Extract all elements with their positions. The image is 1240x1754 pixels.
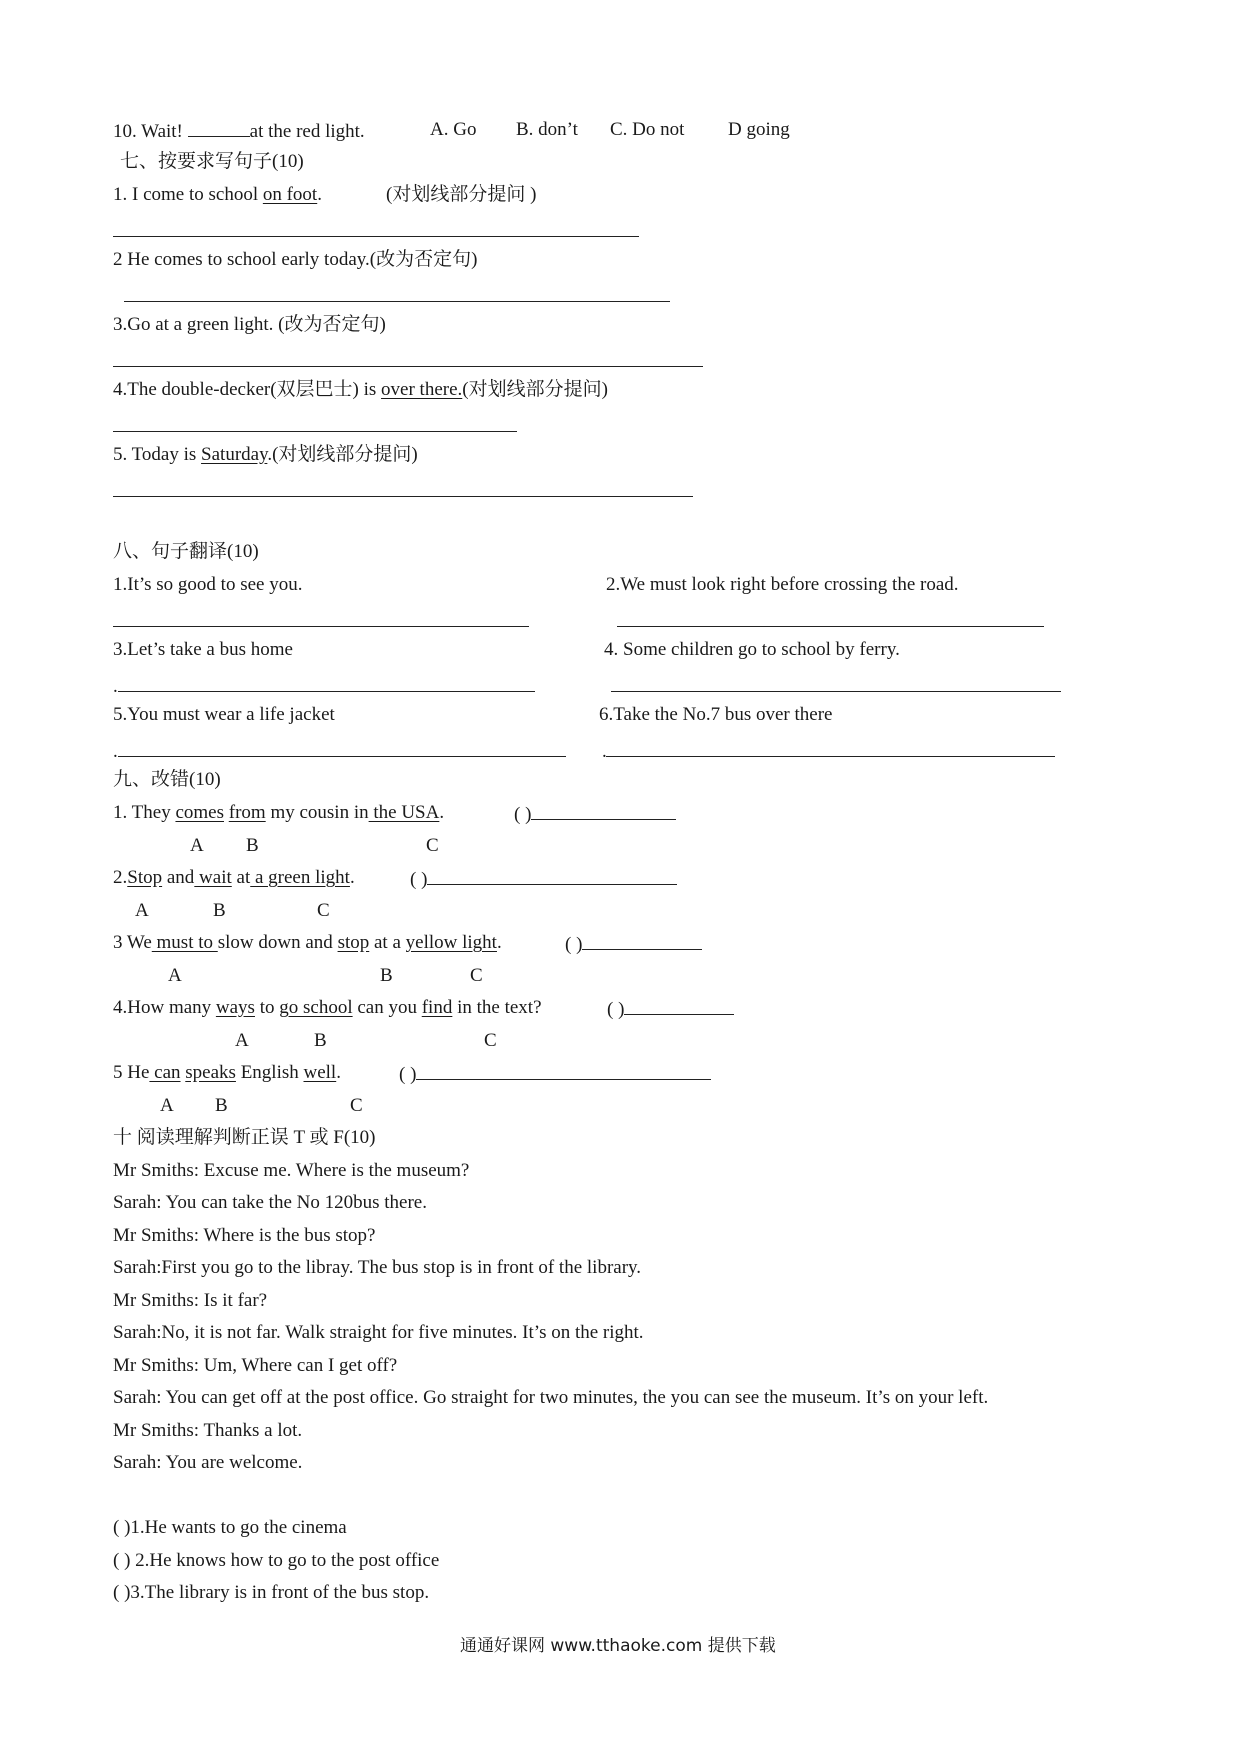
section-7-title: 七、按要求写句子(10) [120,151,304,172]
question-10: 10. Wait! at the red light. [113,118,365,144]
correction-2: 2.Stop and wait at a green light. [113,867,355,888]
correction-5: 5 He can speaks English well. [113,1062,341,1083]
label-c: C [317,900,330,921]
s7-question-3: 3.Go at a green light. (改为否定句) [113,314,386,335]
answer-blank[interactable] [624,996,734,1015]
s7-question-4: 4.The double-decker(双层巴士) is over there.(对划线部分提问) [113,379,608,400]
footer-source: 通通好课网 www.tthaoke.com 提供下载 [460,1636,776,1656]
answer-line[interactable] [113,236,639,237]
label-b: B [314,1030,327,1051]
correction-3: 3 We must to slow down and stop at a yellow light. [113,932,502,953]
answer-paren[interactable]: ( ) [399,1061,711,1087]
judge-item-2[interactable]: ( ) 2.He knows how to go to the post office [113,1550,440,1571]
dialogue-line: Sarah: You can take the No 120bus there. [113,1192,427,1213]
dialogue-line: Sarah:No, it is not far. Walk straight for five minutes. It’s on the right. [113,1322,644,1343]
label-c: C [426,835,439,856]
dialogue-line: Mr Smiths: Where is the bus stop? [113,1225,376,1246]
dialogue-line: Sarah: You can get off at the post office. Go straight for two minutes, the you can see the museum. It’s on your left. [113,1387,989,1408]
label-b: B [246,835,259,856]
section-10-title: 十 阅读理解判断正误 T 或 F(10) [113,1127,376,1148]
s7-question-1-note: (对划线部分提问 ) [386,184,537,205]
section-9-title: 九、改错(10) [113,769,221,790]
answer-line[interactable] [113,496,693,497]
judge-item-3[interactable]: ( )3.The library is in front of the bus stop. [113,1582,430,1603]
answer-line[interactable] [606,756,1055,757]
line-dot: . [113,741,118,762]
answer-line[interactable] [611,691,1061,692]
option-a: A. Go [430,119,477,140]
answer-blank[interactable] [531,801,676,820]
label-c: C [484,1030,497,1051]
answer-line[interactable] [113,431,517,432]
label-b: B [215,1095,228,1116]
answer-paren[interactable]: ( ) [565,931,702,957]
option-d: D going [728,119,790,140]
s7-question-5: 5. Today is Saturday.(对划线部分提问) [113,444,418,465]
section-8-title: 八、句子翻译(10) [113,541,259,562]
answer-blank[interactable] [582,931,702,950]
line-dot: . [113,676,118,697]
answer-paren[interactable]: ( ) [607,996,734,1022]
answer-line[interactable] [118,756,566,757]
answer-line[interactable] [124,301,670,302]
answer-line[interactable] [617,626,1044,627]
label-a: A [168,965,182,986]
label-c: C [470,965,483,986]
answer-blank[interactable] [427,866,677,885]
translate-item-6: 6.Take the No.7 bus over there [599,704,833,725]
translate-item-3: 3.Let’s take a bus home [113,639,293,660]
dialogue-line: Mr Smiths: Um, Where can I get off? [113,1355,398,1376]
label-c: C [350,1095,363,1116]
answer-blank[interactable] [416,1061,711,1080]
dialogue-line: Mr Smiths: Excuse me. Where is the museum? [113,1160,470,1181]
answer-line[interactable] [113,366,703,367]
label-a: A [190,835,204,856]
correction-1: 1. They comes from my cousin in the USA. [113,802,445,823]
translate-item-4: 4. Some children go to school by ferry. [604,639,900,660]
answer-line[interactable] [118,691,535,692]
line-dot: . [602,741,607,762]
answer-paren[interactable]: ( ) [514,801,676,827]
translate-item-5: 5.You must wear a life jacket [113,704,335,725]
answer-paren[interactable]: ( ) [410,866,677,892]
correction-4: 4.How many ways to go school can you find in the text? [113,997,542,1018]
dialogue-line: Mr Smiths: Thanks a lot. [113,1420,303,1441]
judge-item-1[interactable]: ( )1.He wants to go the cinema [113,1517,347,1538]
dialogue-line: Sarah:First you go to the libray. The bus stop is in front of the library. [113,1257,642,1278]
dialogue-line: Mr Smiths: Is it far? [113,1290,268,1311]
label-a: A [160,1095,174,1116]
s7-question-2: 2 He comes to school early today.(改为否定句) [113,249,478,270]
option-c: C. Do not [610,119,685,140]
answer-line[interactable] [113,626,529,627]
translate-item-1: 1.It’s so good to see you. [113,574,303,595]
answer-blank[interactable] [188,118,250,137]
translate-item-2: 2.We must look right before crossing the road. [606,574,959,595]
label-a: A [135,900,149,921]
s7-question-1: 1. I come to school on foot. [113,184,322,205]
label-a: A [235,1030,249,1051]
dialogue-line: Sarah: You are welcome. [113,1452,303,1473]
label-b: B [213,900,226,921]
option-b: B. don’t [516,119,578,140]
label-b: B [380,965,393,986]
